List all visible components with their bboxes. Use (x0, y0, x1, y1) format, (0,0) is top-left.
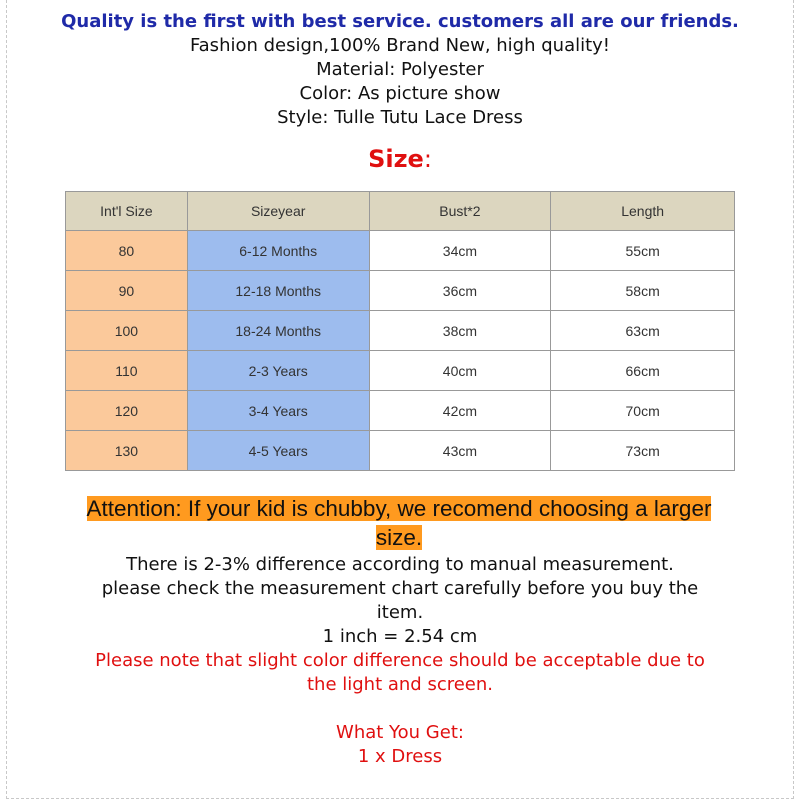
table-row (66, 231, 735, 271)
column-header: Int'l Size (66, 192, 188, 231)
color-label: Color: (299, 83, 353, 104)
spacer (0, 697, 800, 721)
intl-size-cell: 90 (66, 271, 188, 311)
style-line (0, 106, 800, 130)
length-cell: 63cm (551, 311, 735, 351)
table-row (66, 431, 735, 471)
material-label: Material: (316, 59, 396, 80)
color-value: As picture show (352, 83, 501, 104)
slogan: Quality is the first with best service. customers all are our friends. (61, 11, 739, 32)
table-row (66, 351, 735, 391)
column-header: Length (551, 192, 735, 231)
material-value: Polyester (395, 59, 484, 80)
intl-size-cell: 110 (66, 351, 188, 391)
notes-section (0, 553, 800, 769)
bust-cell: 42cm (369, 391, 551, 431)
check-note-line-1: please check the measurement chart carefully before you buy the (101, 578, 699, 599)
column-header: Sizeyear (187, 192, 369, 231)
length-cell: 70cm (551, 391, 735, 431)
product-header (0, 10, 800, 130)
inch-conversion: 1 inch = 2.54 cm (322, 626, 478, 647)
column-header: Bust*2 (369, 192, 551, 231)
color-note-line-2: the light and screen. (306, 674, 494, 695)
sizeyear-cell: 12-18 Months (187, 271, 369, 311)
what-you-get-title: What You Get: (336, 722, 464, 743)
intl-size-cell: 130 (66, 431, 188, 471)
bust-cell: 34cm (369, 231, 551, 271)
size-chart-table (65, 191, 735, 471)
length-cell: 58cm (551, 271, 735, 311)
sizeyear-cell: 18-24 Months (187, 311, 369, 351)
sizeyear-cell: 6-12 Months (187, 231, 369, 271)
bust-cell: 36cm (369, 271, 551, 311)
length-cell: 73cm (551, 431, 735, 471)
material-line (0, 58, 800, 82)
design-line: Fashion design,100% Brand New, high quality! (189, 35, 611, 56)
size-heading-colon: : (423, 145, 432, 173)
length-cell: 66cm (551, 351, 735, 391)
size-heading-text: Size (368, 145, 424, 173)
bust-cell: 40cm (369, 351, 551, 391)
style-value: Tulle Tutu Lace Dress (328, 107, 523, 128)
length-cell: 55cm (551, 231, 735, 271)
sizeyear-cell: 3-4 Years (187, 391, 369, 431)
difference-note: There is 2-3% difference according to manual measurement. (126, 554, 674, 575)
check-note-line-2: item. (376, 602, 424, 623)
attention-text: Attention: If your kid is chubby, we recomend choosing a larger size. (86, 496, 712, 550)
intl-size-cell: 100 (66, 311, 188, 351)
table-header-row (66, 192, 735, 231)
bust-cell: 43cm (369, 431, 551, 471)
bust-cell: 38cm (369, 311, 551, 351)
style-label: Style: (277, 107, 329, 128)
intl-size-cell: 80 (66, 231, 188, 271)
sizeyear-cell: 2-3 Years (187, 351, 369, 391)
table-row (66, 391, 735, 431)
size-heading (0, 145, 800, 173)
color-line (0, 82, 800, 106)
intl-size-cell: 120 (66, 391, 188, 431)
color-note-line-1: Please note that slight color difference should be acceptable due to (95, 650, 705, 671)
sizeyear-cell: 4-5 Years (187, 431, 369, 471)
table-row (66, 311, 735, 351)
table-row (66, 271, 735, 311)
what-you-get-item: 1 x Dress (357, 746, 443, 767)
attention-banner (62, 494, 736, 552)
